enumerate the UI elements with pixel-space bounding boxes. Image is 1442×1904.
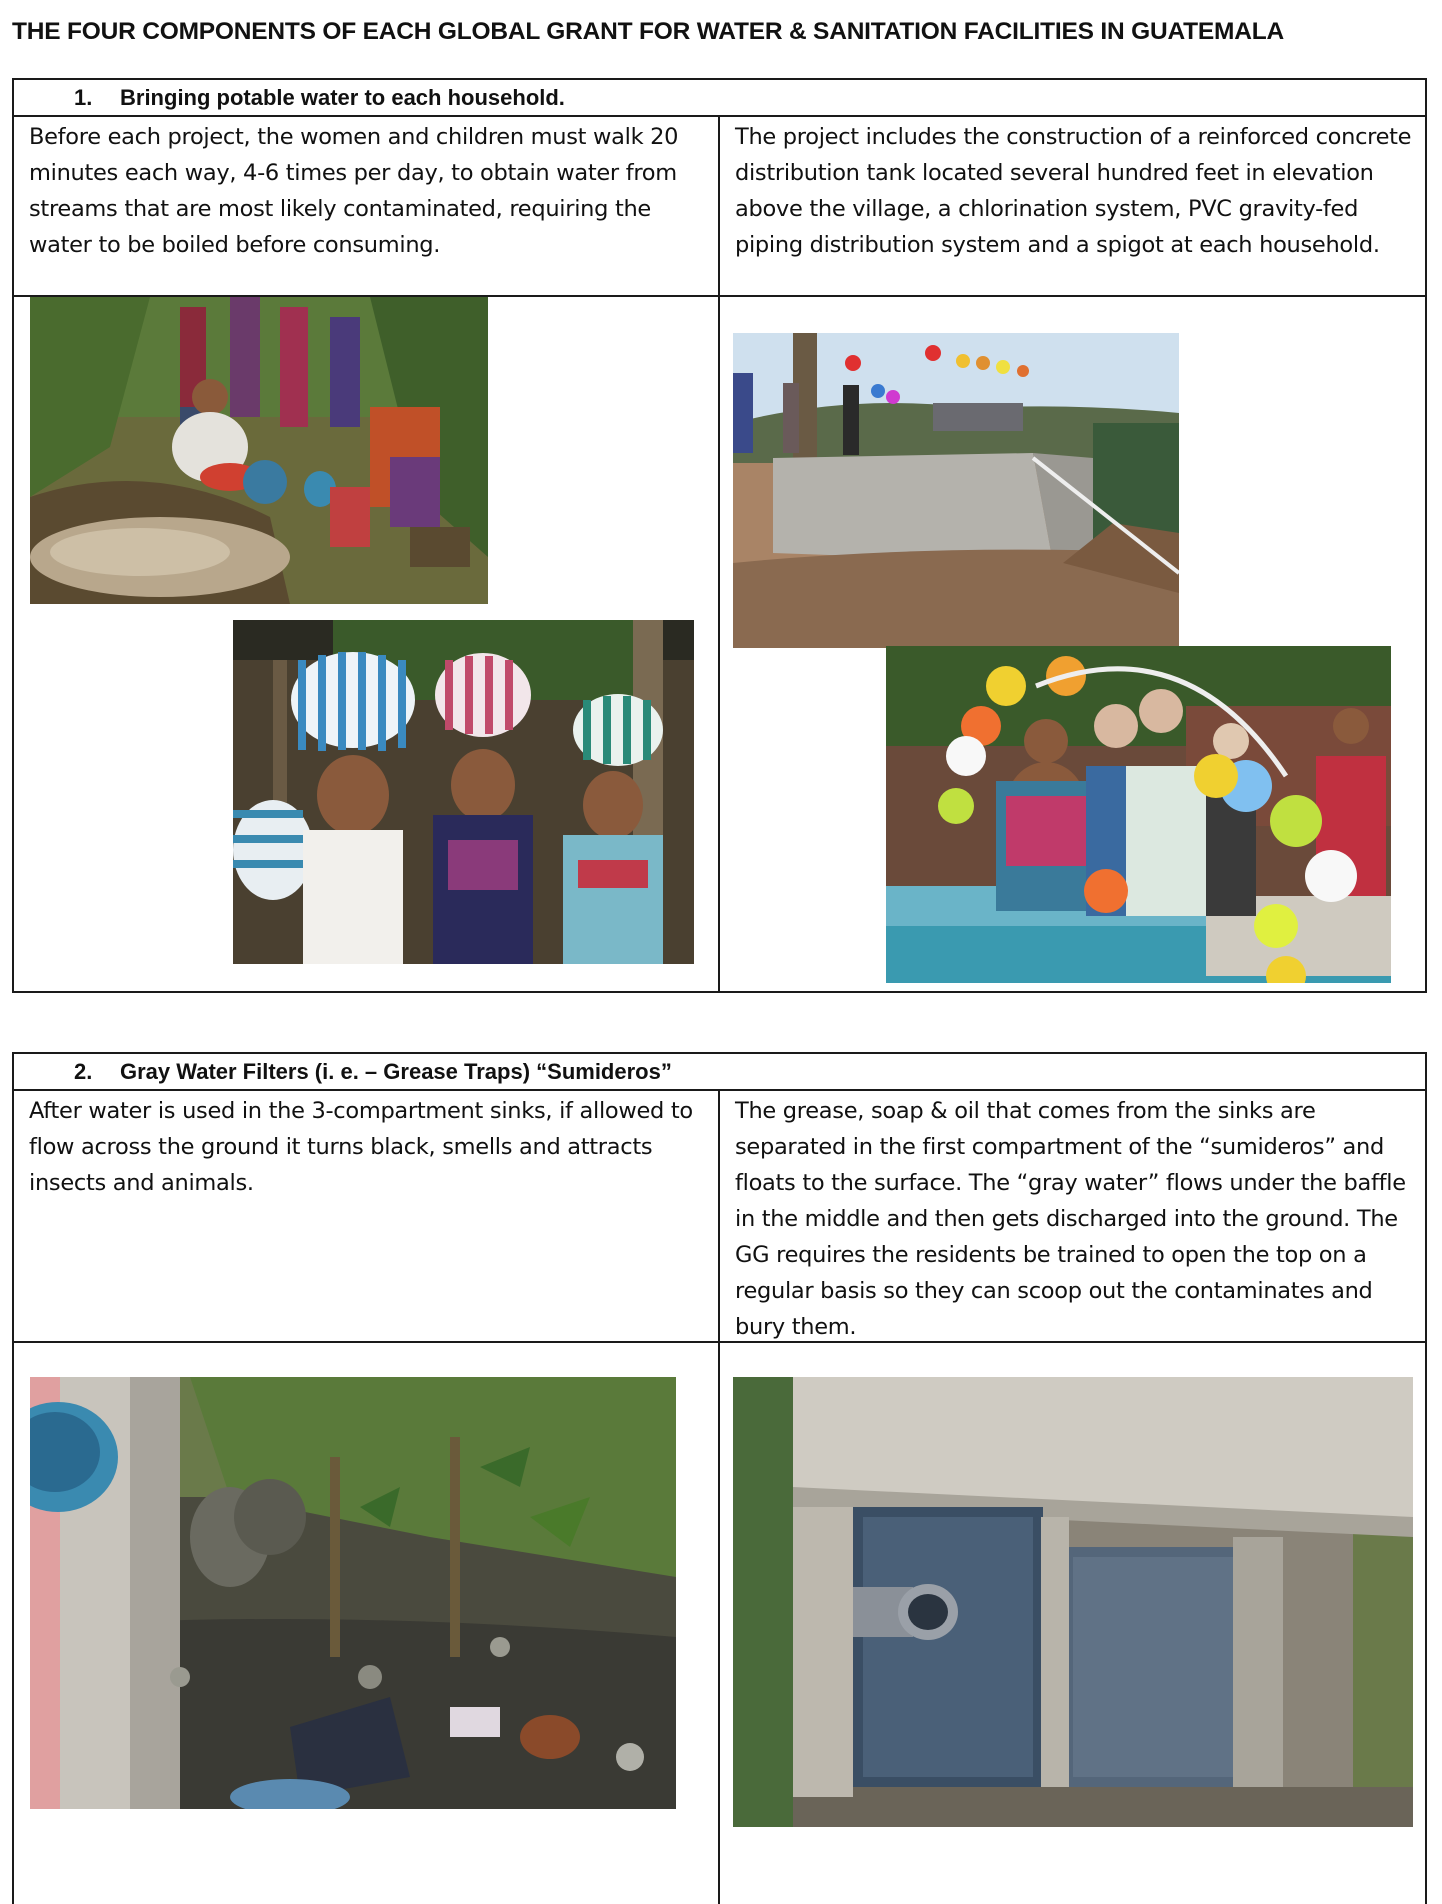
section-gray-water-filters bbox=[12, 1052, 1427, 1904]
photo-contaminated-ground bbox=[30, 1377, 676, 1809]
section-right-text: The project includes the construction of a reinforced concrete distribution tank located several hundred feet in elevation above the village, a chlorination system, PVC gravity-fed piping distribution system and a spigot at each household. bbox=[735, 124, 1412, 258]
section-potable-water bbox=[12, 78, 1427, 993]
page-title: THE FOUR COMPONENTS OF EACH GLOBAL GRANT FOR WATER & SANITATION FACILITIES IN GUATEMALA bbox=[12, 18, 1284, 45]
section-right-text: The grease, soap & oil that comes from the sinks are separated in the first compartment of the “sumideros” and floats to the surface. The “gray water” flows under the baffle in the middle and then gets discharged into the ground. The GG requires the residents be trained to open the top on a regular basis so they can scoop out the contaminates and bury them. bbox=[735, 1098, 1406, 1340]
section-number: 1. bbox=[74, 84, 93, 110]
photo-grease-trap bbox=[733, 1377, 1413, 1827]
photo-celebration-sink bbox=[886, 646, 1391, 983]
section-left-text: Before each project, the women and children must walk 20 minutes each way, 4-6 times per day, to obtain water from streams that are most likely contaminated, requiring the water to be boiled before consuming. bbox=[29, 124, 679, 258]
section-title: Bringing potable water to each household. bbox=[120, 84, 565, 110]
photo-concrete-tank bbox=[733, 333, 1179, 648]
section-heading bbox=[14, 1054, 1425, 1091]
section-title: Gray Water Filters (i. e. – Grease Traps) “Sumideros” bbox=[120, 1058, 672, 1084]
section-number: 2. bbox=[74, 1058, 93, 1084]
section-heading bbox=[14, 80, 1425, 117]
photo-women-at-stream bbox=[30, 297, 488, 604]
section-left-text: After water is used in the 3-compartment sinks, if allowed to flow across the ground it turns black, smells and attracts insects and animals. bbox=[29, 1098, 693, 1196]
photo-girls-with-water-jars bbox=[233, 620, 694, 964]
